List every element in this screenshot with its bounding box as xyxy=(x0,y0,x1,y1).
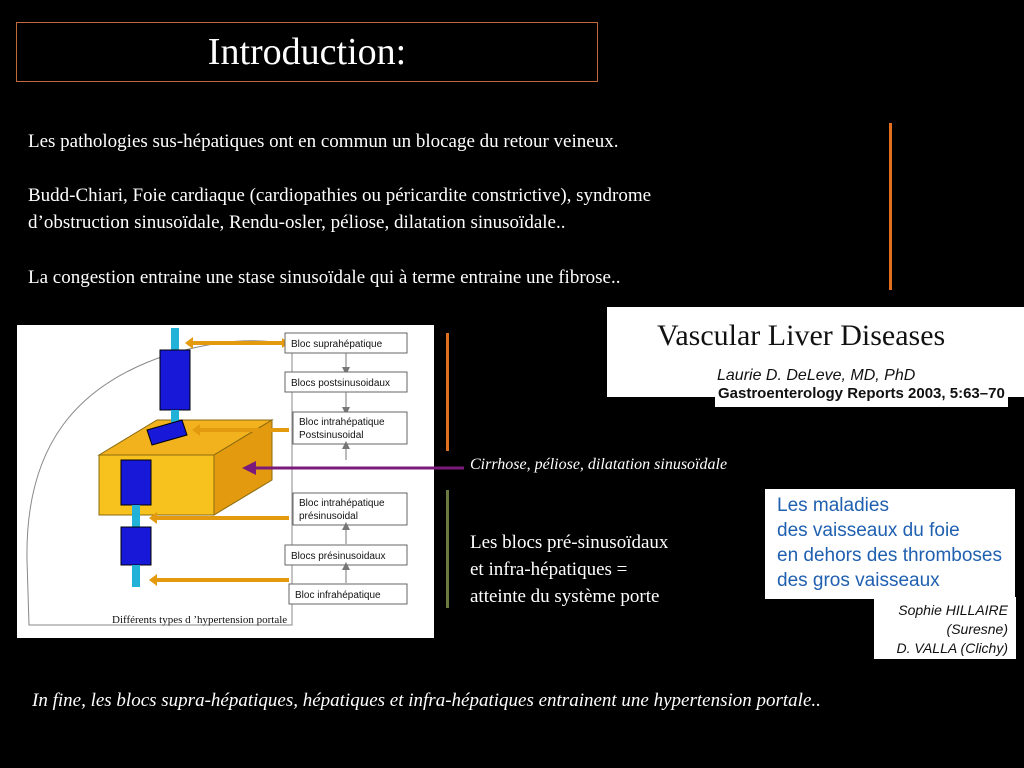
ref2-title-line3: en dehors des thromboses xyxy=(777,545,1002,566)
vessel-mid-2 xyxy=(132,505,140,527)
ref1-title: Vascular Liver Diseases xyxy=(657,319,946,352)
ref2-author2: D. VALLA (Clichy) xyxy=(896,640,1008,656)
footer-conclusion: In fine, les blocs supra-hépatiques, hépatiques et infra-hépatiques entrainent une hypertension portale.. xyxy=(32,690,821,711)
label-intra-post-2: Postsinusoidal xyxy=(299,430,364,441)
title-box xyxy=(16,22,598,82)
label-infra: Bloc infrahépatique xyxy=(295,590,381,601)
vessel-bottom xyxy=(132,565,140,587)
cirrhose-label: Cirrhose, péliose, dilatation sinusoïdale xyxy=(470,456,728,473)
pre-blocks-line2: et infra-hépatiques = xyxy=(470,559,628,580)
label-intra-pre-1: Bloc intrahépatique xyxy=(299,498,385,509)
intro-paragraph-2-line1: Budd-Chiari, Foie cardiaque (cardiopathies ou péricardite constrictive), syndrome xyxy=(28,185,652,206)
pre-blocks-line3: atteinte du système porte xyxy=(470,586,660,607)
reference-vascular-liver-diseases xyxy=(607,307,1024,402)
purple-arrow xyxy=(240,458,466,478)
pre-blocks-line1: Les blocs pré-sinusoïdaux xyxy=(470,532,669,553)
reference-authors xyxy=(874,597,1016,659)
intro-paragraph-2-line2: d’obstruction sinusoïdale, Rendu-osler, péliose, dilatation sinusoïdale.. xyxy=(28,212,566,233)
arrow-supra-shape xyxy=(185,337,289,349)
reference-maladies-vaisseaux xyxy=(765,489,1015,599)
vessel-cylinder-3 xyxy=(121,527,151,565)
diagram-svg xyxy=(17,325,434,638)
vessel-cylinder-1 xyxy=(160,350,190,410)
ref1-authors: Laurie D. DeLeve, MD, PhD xyxy=(717,367,916,384)
ref2-place1: (Suresne) xyxy=(946,621,1008,637)
ref2-title-line4: des gros vaisseaux xyxy=(777,570,940,591)
intro-paragraph-3: La congestion entraine une stase sinusoïdale qui à terme entraine une fibrose.. xyxy=(28,267,621,288)
label-intra-pre-2: présinusoidal xyxy=(299,511,358,522)
arrow-infra xyxy=(149,574,289,586)
accent-line-green xyxy=(446,490,449,608)
intro-paragraph-1: Les pathologies sus-hépatiques ont en commun un blocage du retour veineux. xyxy=(28,131,619,152)
label-supra: Bloc suprahépatique xyxy=(291,339,383,350)
liver-block-front xyxy=(99,455,214,515)
page-title: Introduction: xyxy=(207,31,407,73)
accent-line-middle xyxy=(446,333,449,451)
ref2-title-line2: des vaisseaux du foie xyxy=(777,520,960,541)
accent-line-top xyxy=(889,123,892,290)
ref2-title-line1: Les maladies xyxy=(777,495,889,516)
label-post: Blocs postsinusoidaux xyxy=(291,378,390,389)
label-intra-post-1: Bloc intrahépatique xyxy=(299,417,385,428)
label-pre: Blocs présinusoidaux xyxy=(291,551,386,562)
vessel-cylinder-2 xyxy=(121,460,151,505)
ref2-author1: Sophie HILLAIRE xyxy=(898,602,1008,618)
ref2-title xyxy=(777,493,1002,593)
ref1-journal: Gastroenterology Reports 2003, 5:63–70 xyxy=(715,385,1008,407)
portal-hypertension-diagram xyxy=(17,325,434,638)
diagram-caption: Différents types d ’hypertension portale xyxy=(112,614,288,626)
vessel-top xyxy=(171,328,179,350)
pre-blocks-text xyxy=(470,529,668,610)
